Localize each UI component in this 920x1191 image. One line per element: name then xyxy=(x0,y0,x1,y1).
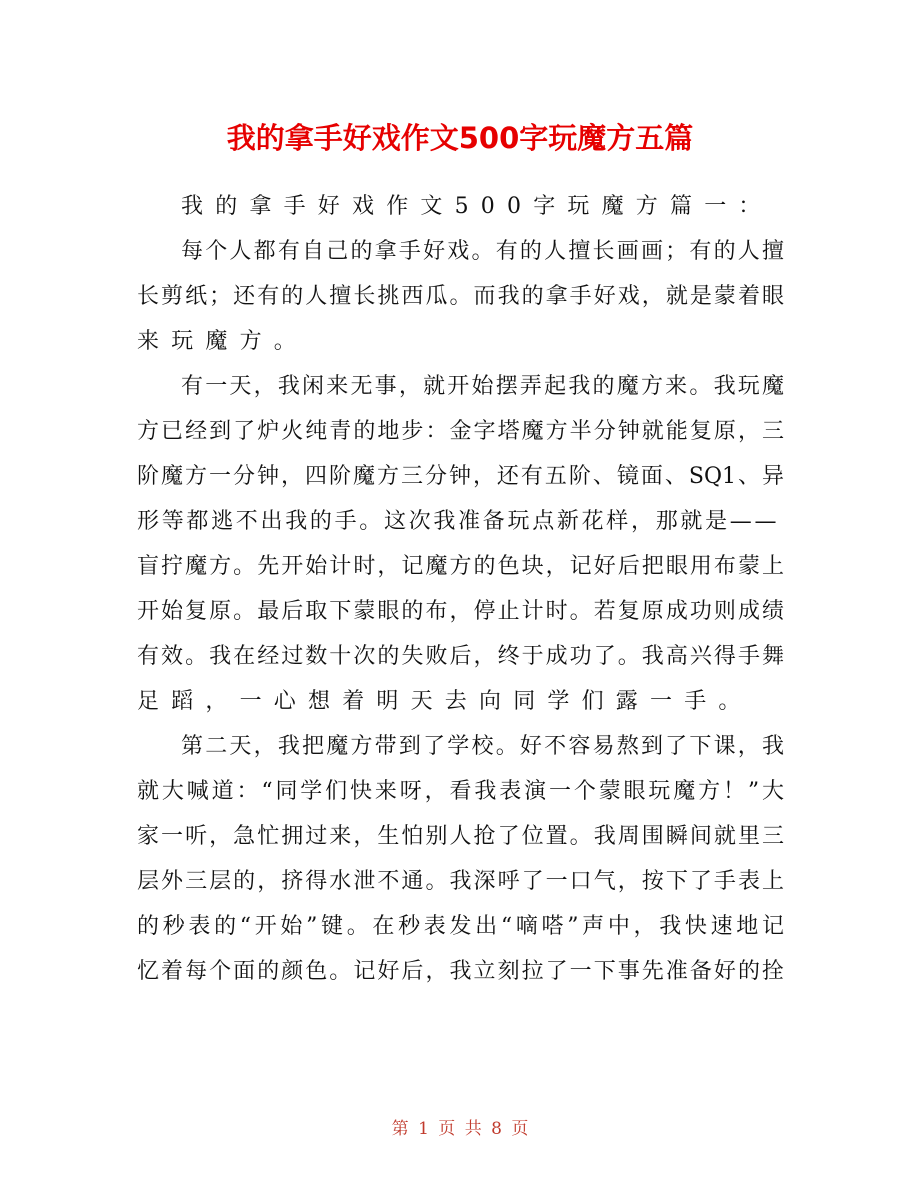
document-body xyxy=(137,190,784,1000)
text-line: 就大喊道：“同学们快来呀，看我表演一个蒙眼玩魔方！”大 xyxy=(137,779,784,804)
text-line: 忆着每个面的颜色。记好后，我立刻拉了一下事先准备好的拴 xyxy=(137,959,784,984)
text-line: 第二天，我把魔方带到了学校。好不容易熬到了下课，我 xyxy=(181,734,784,759)
text-line: 有效。我在经过数十次的失败后，终于成功了。我高兴得手舞 xyxy=(137,644,784,669)
text-line: 阶魔方一分钟，四阶魔方三分钟，还有五阶、镜面、SQ1、异 xyxy=(137,464,784,489)
text-line: 家一听，急忙拥过来，生怕别人抢了位置。我周围瞬间就里三 xyxy=(137,824,784,849)
page-footer: 第 1 页 共 8 页 xyxy=(391,1119,529,1139)
text-line: 层外三层的，挤得水泄不通。我深呼了一口气，按下了手表上 xyxy=(137,869,784,894)
text-line: 足蹈，一心想着明天去向同学们露一手。 xyxy=(137,689,753,714)
text-line: 开始复原。最后取下蒙眼的布，停止计时。若复原成功则成绩 xyxy=(137,599,784,624)
text-line: 每个人都有自己的拿手好戏。有的人擅长画画；有的人擅 xyxy=(181,239,784,264)
text-line: 长剪纸；还有的人擅长挑西瓜。而我的拿手好戏，就是蒙着眼 xyxy=(137,284,784,309)
text-line: 来玩魔方。 xyxy=(137,329,309,354)
text-line: 有一天，我闲来无事，就开始摆弄起我的魔方来。我玩魔 xyxy=(181,374,784,399)
text-line: 盲拧魔方。先开始计时，记魔方的色块，记好后把眼用布蒙上 xyxy=(137,554,784,579)
document-title: 我的拿手好戏作文500字玩魔方五篇 xyxy=(226,121,694,155)
text-line: 形等都逃不出我的手。这次我准备玩点新花样，那就是—— xyxy=(137,509,780,534)
text-line: 方已经到了炉火纯青的地步：金字塔魔方半分钟就能复原，三 xyxy=(137,419,784,444)
text-line: 的秒表的“开始”键。在秒表发出“嘀嗒”声中，我快速地记 xyxy=(137,914,784,939)
text-line: 我的拿手好戏作文500字玩魔方篇一： xyxy=(181,194,773,219)
